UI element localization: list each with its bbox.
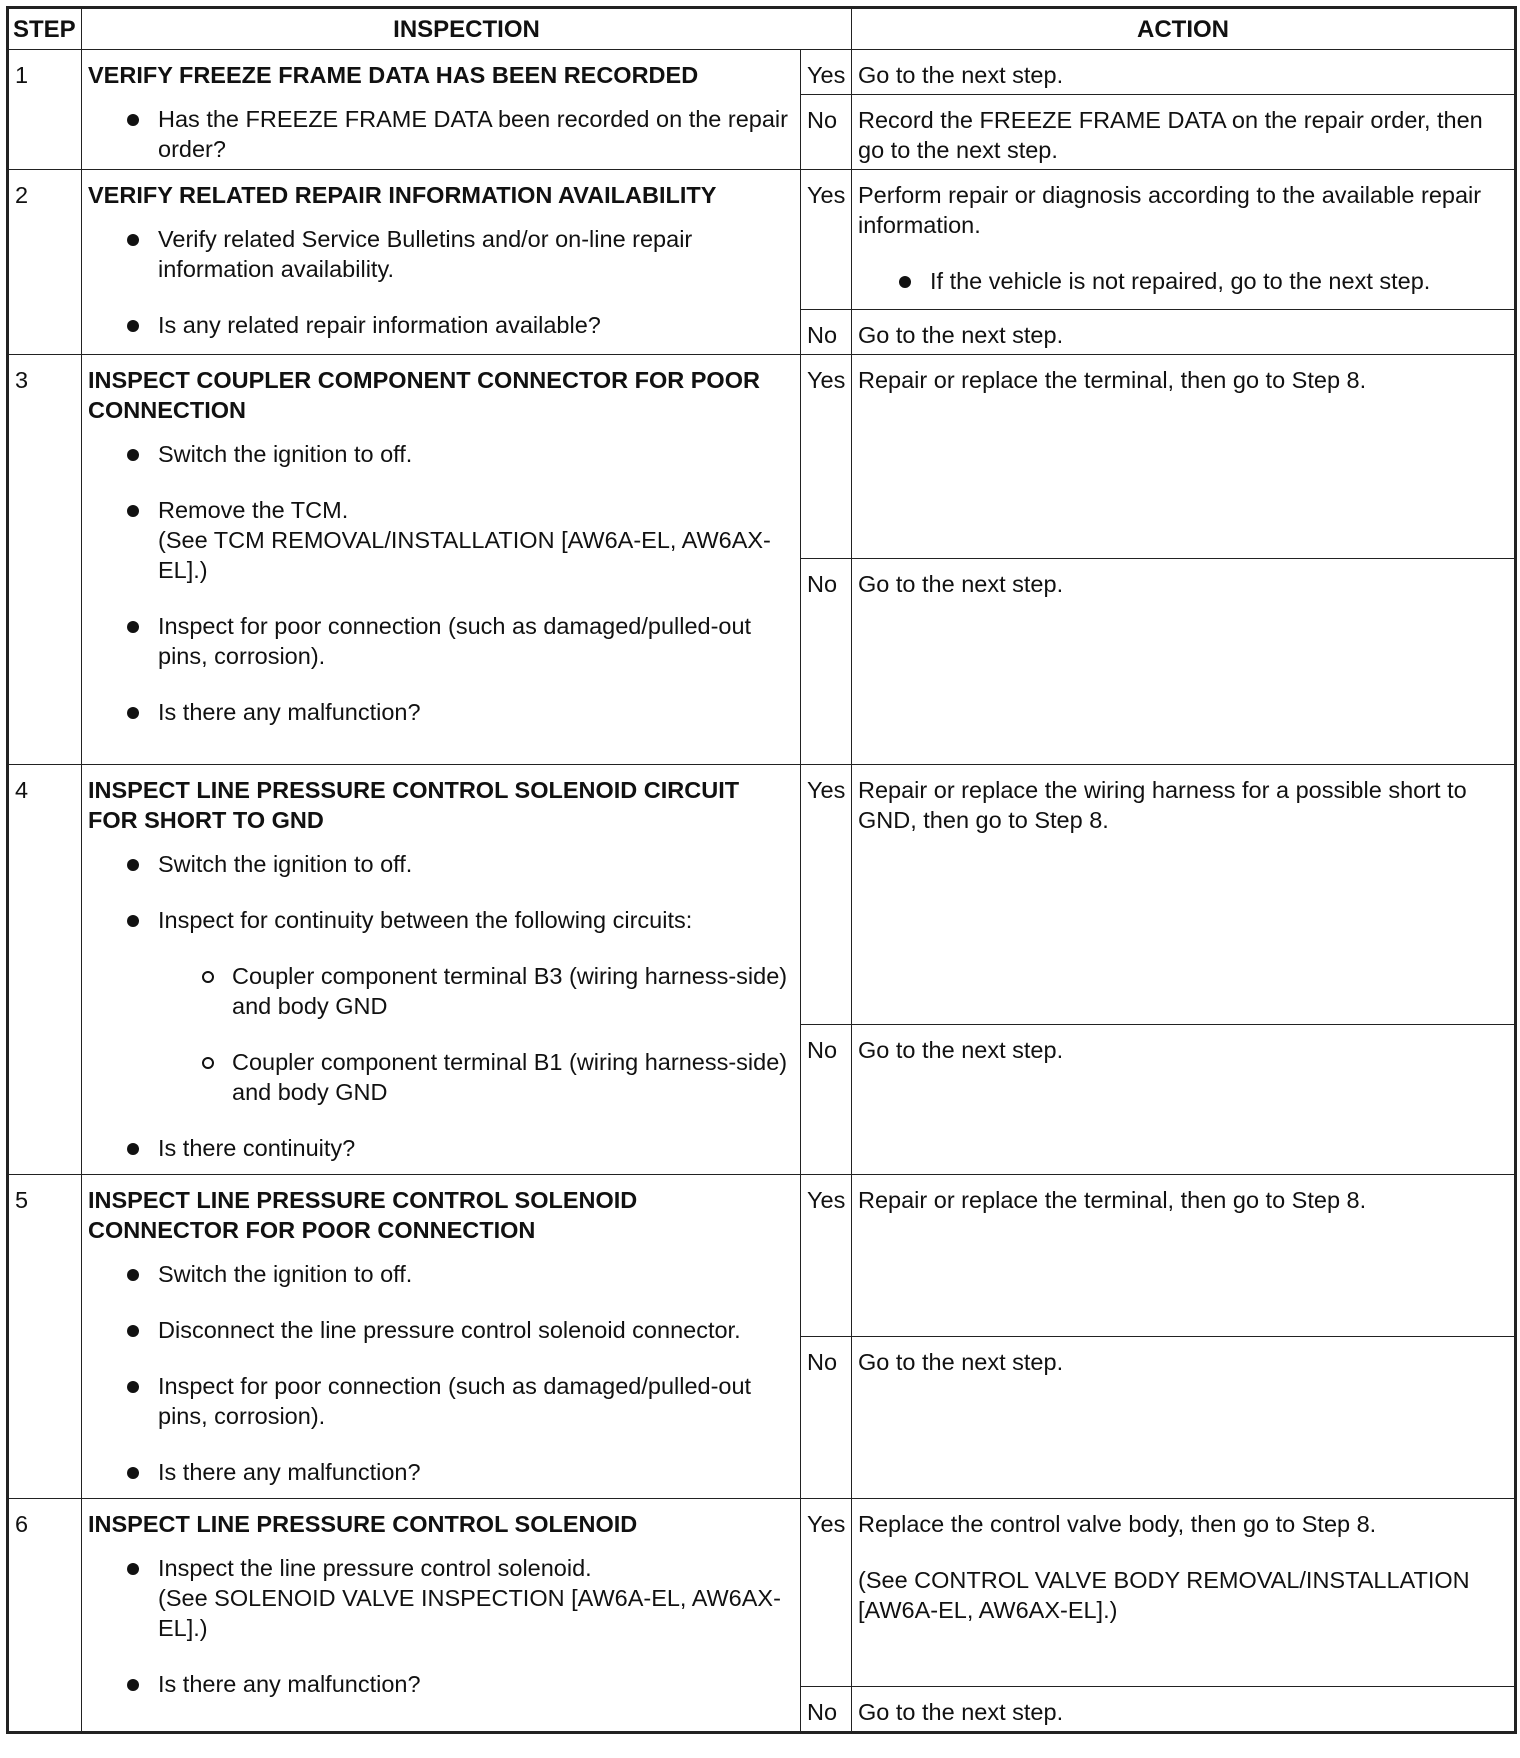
inspection-item: Switch the ignition to off. [158, 439, 794, 469]
yes-label: Yes [801, 355, 852, 559]
step-6-yes-row [8, 1499, 1516, 1687]
inspection-item: Inspect the line pressure control solenoid. [158, 1553, 794, 1583]
inspection-item: Disconnect the line pressure control solenoid connector. [158, 1315, 794, 1345]
header-row [8, 8, 1516, 50]
step-title: INSPECT LINE PRESSURE CONTROL SOLENOID [88, 1511, 638, 1537]
inspection-subitem: Coupler component terminal B3 (wiring harness-side) and body GND [232, 961, 794, 1021]
step-2-yes-row [8, 170, 1516, 310]
no-action: Record the FREEZE FRAME DATA on the repair order, then go to the next step. [852, 95, 1516, 170]
no-label: No [801, 559, 852, 765]
inspection-item: Switch the ignition to off. [158, 1259, 794, 1289]
step-inspection [82, 355, 801, 765]
yes-action-bullet: If the vehicle is not repaired, go to the next step. [930, 266, 1508, 296]
no-action: Go to the next step. [852, 1337, 1516, 1499]
yes-action [852, 1499, 1516, 1687]
reference-note: (See TCM REMOVAL/INSTALLATION [AW6A-EL, AW6AX-EL].) [158, 527, 771, 583]
yes-label: Yes [801, 50, 852, 95]
header-step: STEP [8, 8, 82, 50]
step-title: INSPECT COUPLER COMPONENT CONNECTOR FOR POOR CONNECTION [88, 367, 760, 423]
inspection-item: Is there continuity? [158, 1133, 794, 1163]
yes-label: Yes [801, 765, 852, 1025]
inspection-item: Has the FREEZE FRAME DATA been recorded on the repair order? [158, 104, 794, 164]
no-label: No [801, 310, 852, 355]
step-number: 4 [8, 765, 82, 1175]
step-3-yes-row [8, 355, 1516, 559]
inspection-item: Is there any malfunction? [158, 1669, 794, 1699]
inspection-item: Is any related repair information available? [158, 310, 794, 340]
yes-action-note: (See CONTROL VALVE BODY REMOVAL/INSTALLATION [AW6A-EL, AW6AX-EL].) [858, 1567, 1470, 1623]
yes-action-text: Perform repair or diagnosis according to the available repair information. [858, 182, 1482, 238]
inspection-item: Is there any malfunction? [158, 1457, 794, 1487]
inspection-item: Is there any malfunction? [158, 697, 794, 727]
step-title: INSPECT LINE PRESSURE CONTROL SOLENOID CONNECTOR FOR POOR CONNECTION [88, 1187, 638, 1243]
yes-action: Repair or replace the wiring harness for a possible short to GND, then go to Step 8. [852, 765, 1516, 1025]
inspection-item: Verify related Service Bulletins and/or on-line repair information availability. [158, 224, 794, 284]
yes-action: Repair or replace the terminal, then go to Step 8. [852, 1175, 1516, 1337]
step-1-yes-row [8, 50, 1516, 95]
yes-action: Go to the next step. [852, 50, 1516, 95]
reference-note: (See SOLENOID VALVE INSPECTION [AW6A-EL, AW6AX-EL].) [158, 1585, 781, 1641]
inspection-item [158, 905, 794, 1107]
step-inspection [82, 170, 801, 355]
step-title: VERIFY RELATED REPAIR INFORMATION AVAILABILITY [88, 182, 717, 208]
diagnostic-procedure-document [6, 6, 1514, 1752]
step-number: 6 [8, 1499, 82, 1733]
step-number: 3 [8, 355, 82, 765]
yes-label: Yes [801, 1175, 852, 1337]
header-inspection: INSPECTION [82, 8, 852, 50]
yes-label: Yes [801, 170, 852, 310]
yes-action [852, 170, 1516, 310]
step-5-yes-row [8, 1175, 1516, 1337]
inspection-item: Switch the ignition to off. [158, 849, 794, 879]
inspection-item-text: Inspect for continuity between the following circuits: [158, 907, 693, 933]
step-number: 5 [8, 1175, 82, 1499]
step-number: 2 [8, 170, 82, 355]
step-title: INSPECT LINE PRESSURE CONTROL SOLENOID CIRCUIT FOR SHORT TO GND [88, 777, 740, 833]
header-action: ACTION [852, 8, 1516, 50]
step-inspection [82, 765, 801, 1175]
no-action: Go to the next step. [852, 1025, 1516, 1175]
no-action: Go to the next step. [852, 1687, 1516, 1733]
step-inspection [82, 1499, 801, 1733]
inspection-item: Inspect for poor connection (such as damaged/pulled-out pins, corrosion). [158, 1371, 794, 1431]
step-title: VERIFY FREEZE FRAME DATA HAS BEEN RECORDED [88, 62, 699, 88]
step-number: 1 [8, 50, 82, 170]
yes-action-text: Replace the control valve body, then go to Step 8. [858, 1511, 1377, 1537]
no-action: Go to the next step. [852, 310, 1516, 355]
step-inspection [82, 50, 801, 170]
yes-label: Yes [801, 1499, 852, 1687]
inspection-item: Remove the TCM. [158, 495, 794, 525]
no-label: No [801, 1337, 852, 1499]
step-4-yes-row [8, 765, 1516, 1025]
step-inspection [82, 1175, 801, 1499]
no-label: No [801, 95, 852, 170]
diagnostic-table [6, 6, 1517, 1734]
no-action: Go to the next step. [852, 559, 1516, 765]
inspection-subitem: Coupler component terminal B1 (wiring harness-side) and body GND [232, 1047, 794, 1107]
no-label: No [801, 1025, 852, 1175]
inspection-item: Inspect for poor connection (such as damaged/pulled-out pins, corrosion). [158, 611, 794, 671]
no-label: No [801, 1687, 852, 1733]
yes-action: Repair or replace the terminal, then go to Step 8. [852, 355, 1516, 559]
